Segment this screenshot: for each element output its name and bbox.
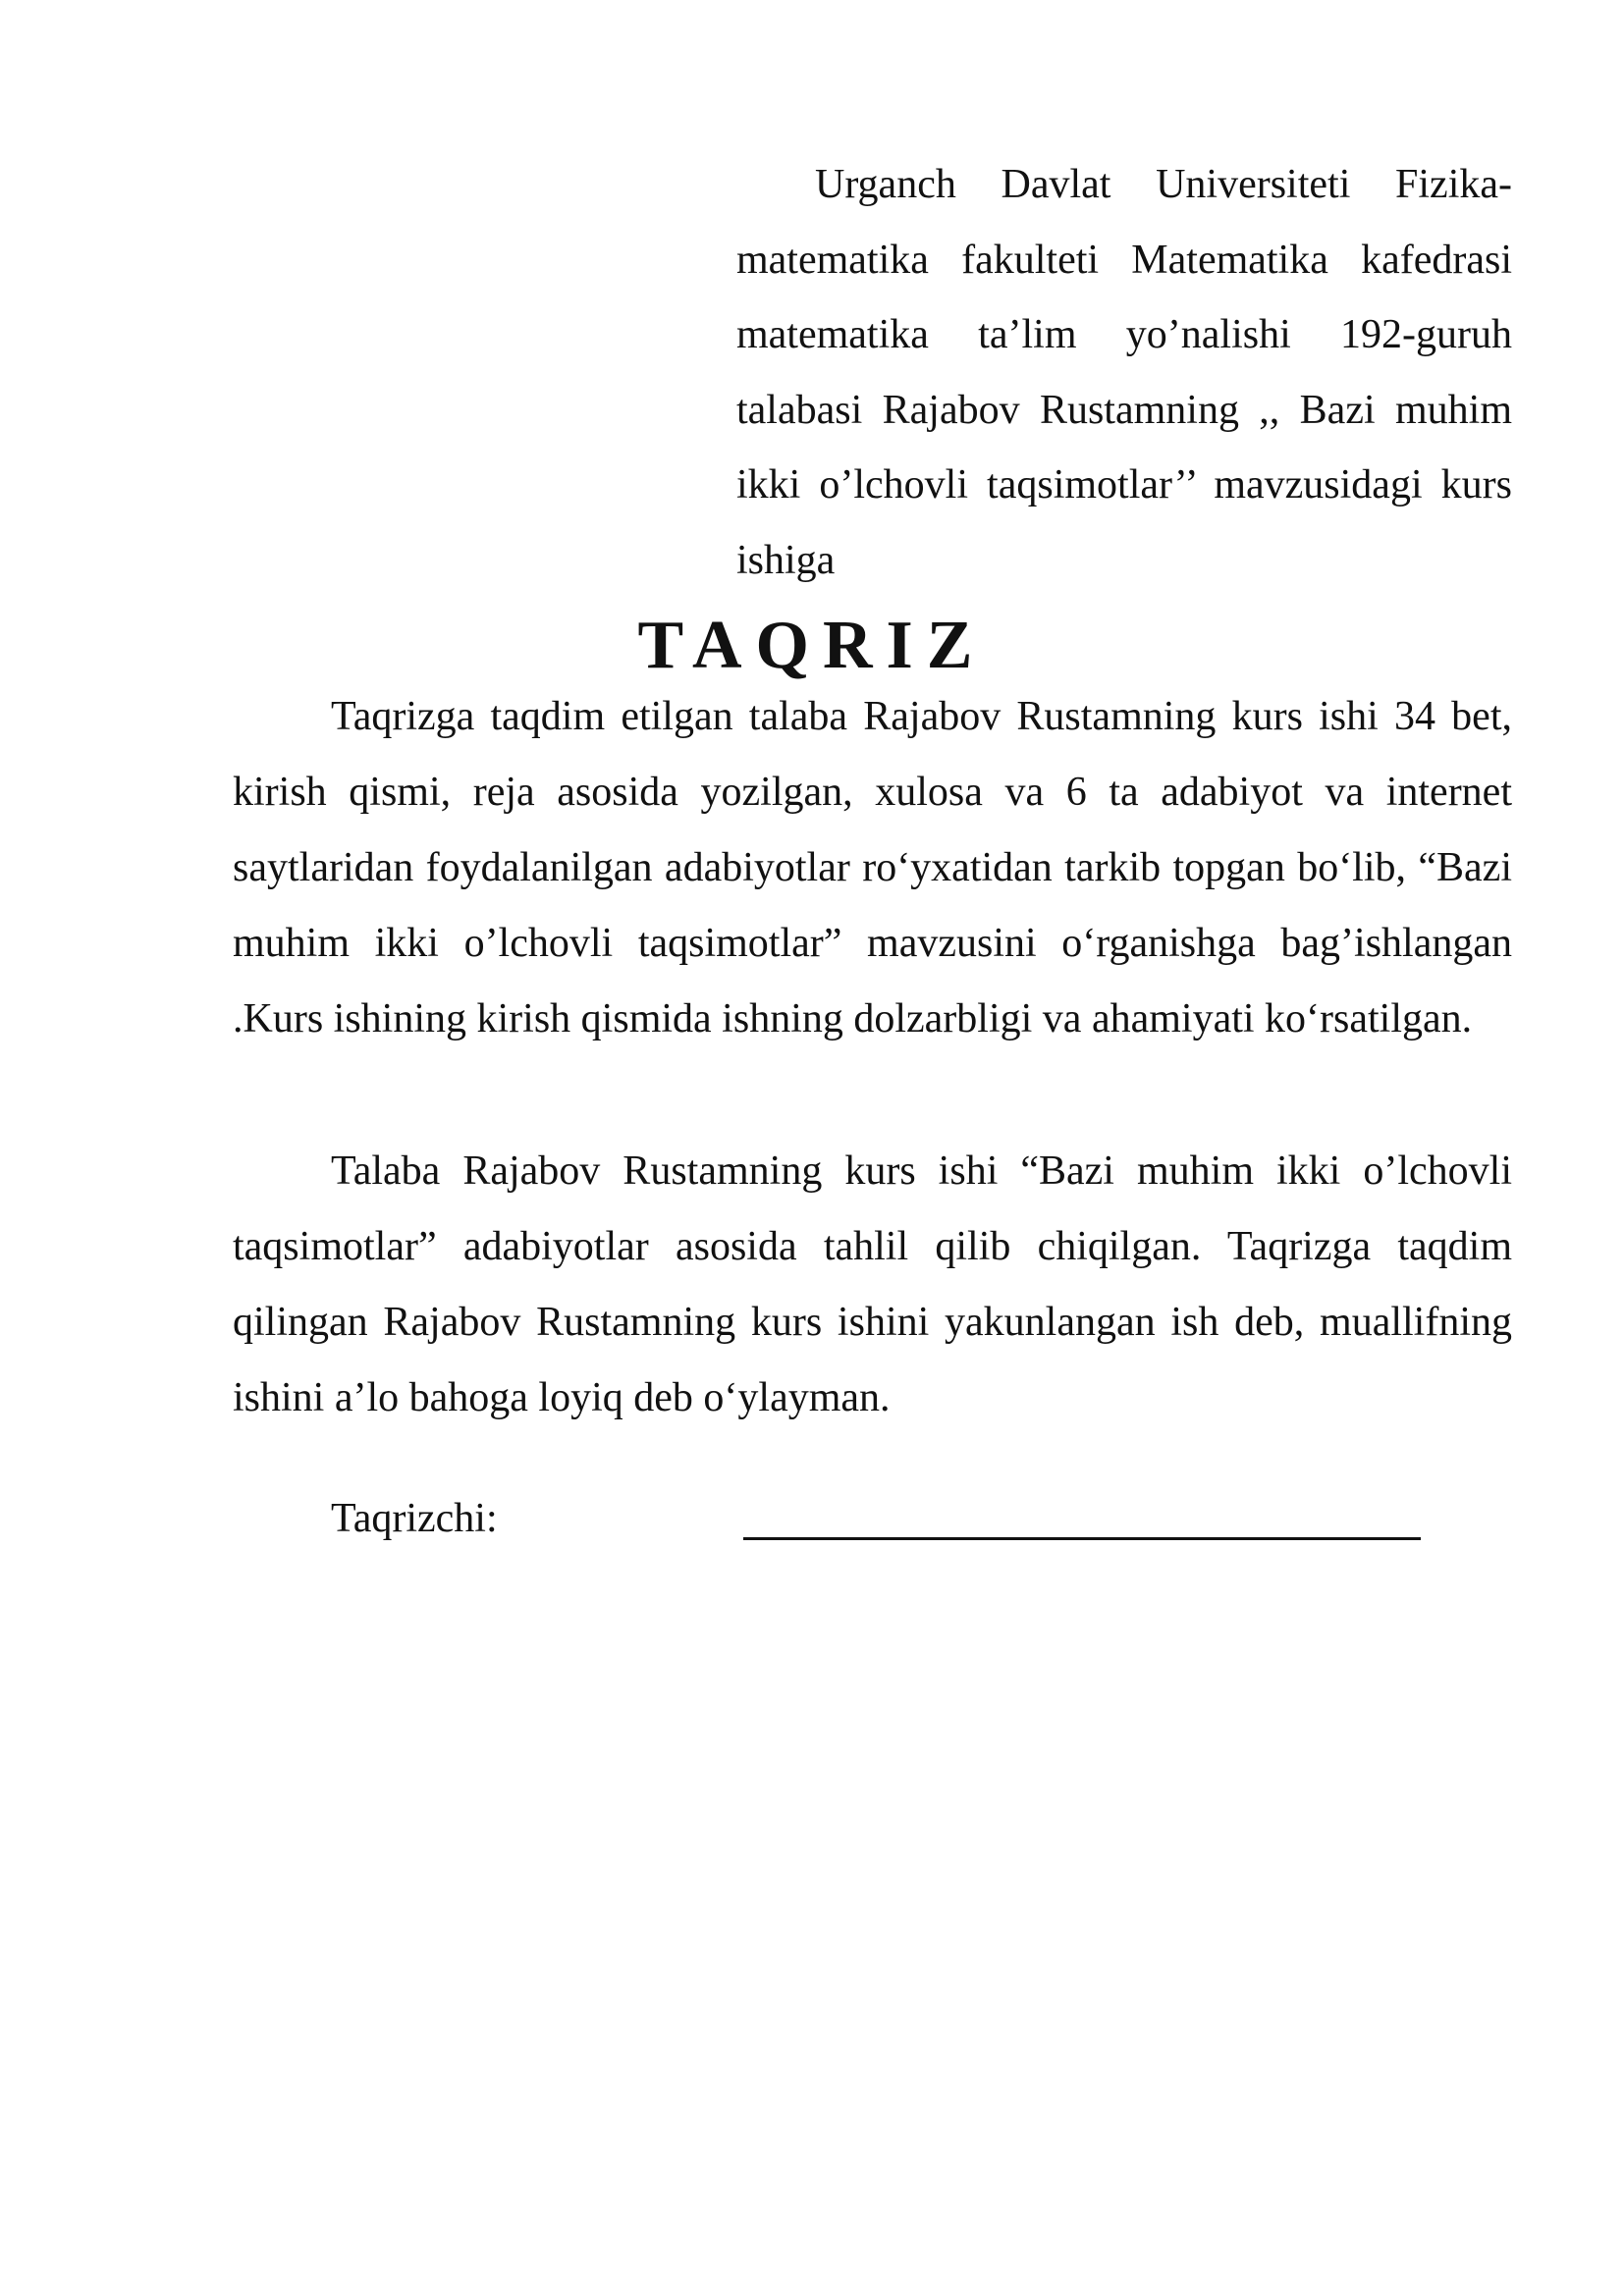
review-paragraph-1: Taqrizga taqdim etilgan talaba Rajabov Rustamning kurs ishi 34 bet, kirish qismi, reja asosida yozilgan, xulosa va 6 ta adabiyot va internet saytlaridan foydalanilgan adabiyotlar ro‘yxatidan tarkib topgan bo‘lib, “Bazi muhim ikki o’lchovli taqsimotlar” mavzusini o‘rganishga bag’ishlangan .Kurs ishining kirish qismida ishning dolzarbligi va ahamiyati ko‘rsatilgan. <box>233 694 1512 1041</box>
addressee-block: Urganch Davlat Universiteti Fizika-matematika fakulteti Matematika kafedrasi matematika ta’lim yo’nalishi 192-guruh talabasi Rajabov Rustamning ,, Bazi muhim ikki o’lchovli taqsimotlar’’ mavzusidagi kurs ishiga <box>736 162 1512 583</box>
signature-line <box>743 1537 1421 1540</box>
document-title: TAQRIZ <box>637 608 987 683</box>
reviewer-label: Taqrizchi: <box>331 1496 498 1541</box>
review-paragraph-2: Talaba Rajabov Rustamning kurs ishi “Bazi muhim ikki o’lchovli taqsimotlar” adabiyotlar asosida tahlil qilib chiqilgan. Taqrizga taqdim qilingan Rajabov Rustamning kurs ishini yakunlangan ish deb, muallifning ishini a’lo bahoga loyiq deb o‘ylayman. <box>233 1148 1512 1420</box>
